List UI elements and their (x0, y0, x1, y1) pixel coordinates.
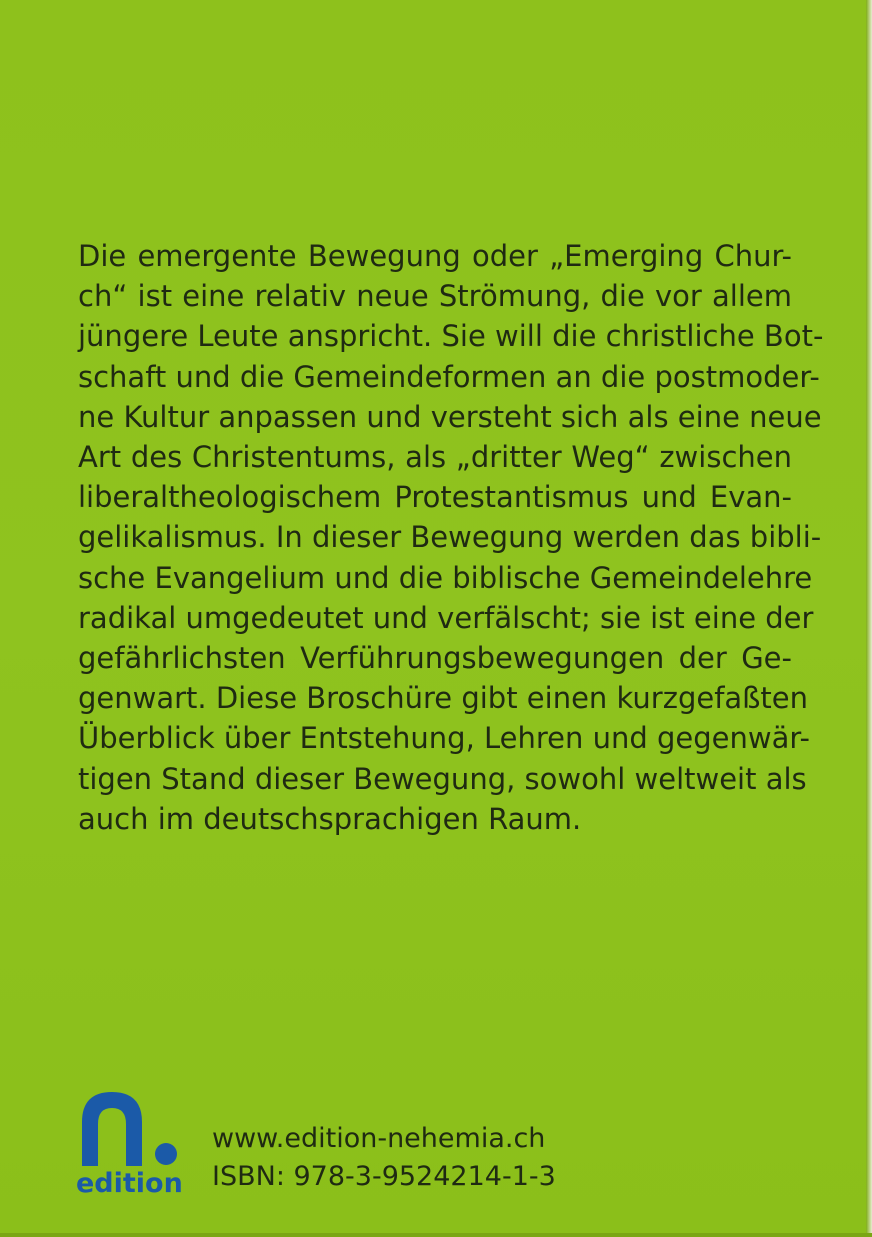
blurb-line: liberaltheologischem Protestantismus und Evan- (78, 480, 792, 515)
blurb-line: tigen Stand dieser Bewegung, sowohl weltweit als (78, 761, 807, 796)
blurb-line: schaft und die Gemeindeformen an die postmoder- (78, 359, 820, 394)
blurb-line: auch im deutschsprachigen Raum. (78, 801, 582, 836)
cover-edge (866, 0, 872, 1237)
cover-bottom-edge (0, 1233, 872, 1237)
blurb-line: gefährlichsten Verführungsbewegungen der Ge- (78, 641, 792, 676)
blurb-line: Die emergente Bewegung oder „Emerging Chur- (78, 239, 792, 273)
blurb-line: sche Evangelium und die biblische Gemeindelehre (78, 560, 813, 595)
blurb-line: radikal umgedeutet und verfälscht; sie ist eine der (78, 600, 814, 635)
blurb-line: Überblick über Entstehung, Lehren und gegenwär- (78, 721, 810, 756)
blurb-line: ne Kultur anpassen und versteht sich als eine neue (78, 399, 822, 434)
publisher-logo (76, 1088, 186, 1200)
blurb-line: Art des Christentums, als „dritter Weg“ zwischen (78, 440, 792, 475)
isbn-label: ISBN: 978-3-9524214-1-3 (212, 1161, 556, 1192)
blurb-line: gelikalismus. In dieser Bewegung werden das bibli- (78, 520, 822, 555)
blurb-line: ch“ ist eine relativ neue Strömung, die vor allem (78, 279, 792, 314)
blurb-line: jüngere Leute anspricht. Sie will die christliche Bot- (78, 319, 824, 354)
n-dot-logo-icon (76, 1088, 186, 1168)
publisher-info (212, 1120, 556, 1196)
blurb-line: genwart. Diese Broschüre gibt einen kurzgefaßten (78, 681, 809, 716)
logo-wordmark: edition (76, 1168, 183, 1199)
website-link[interactable]: www.edition-nehemia.ch (212, 1123, 546, 1154)
blurb-text (78, 236, 824, 839)
